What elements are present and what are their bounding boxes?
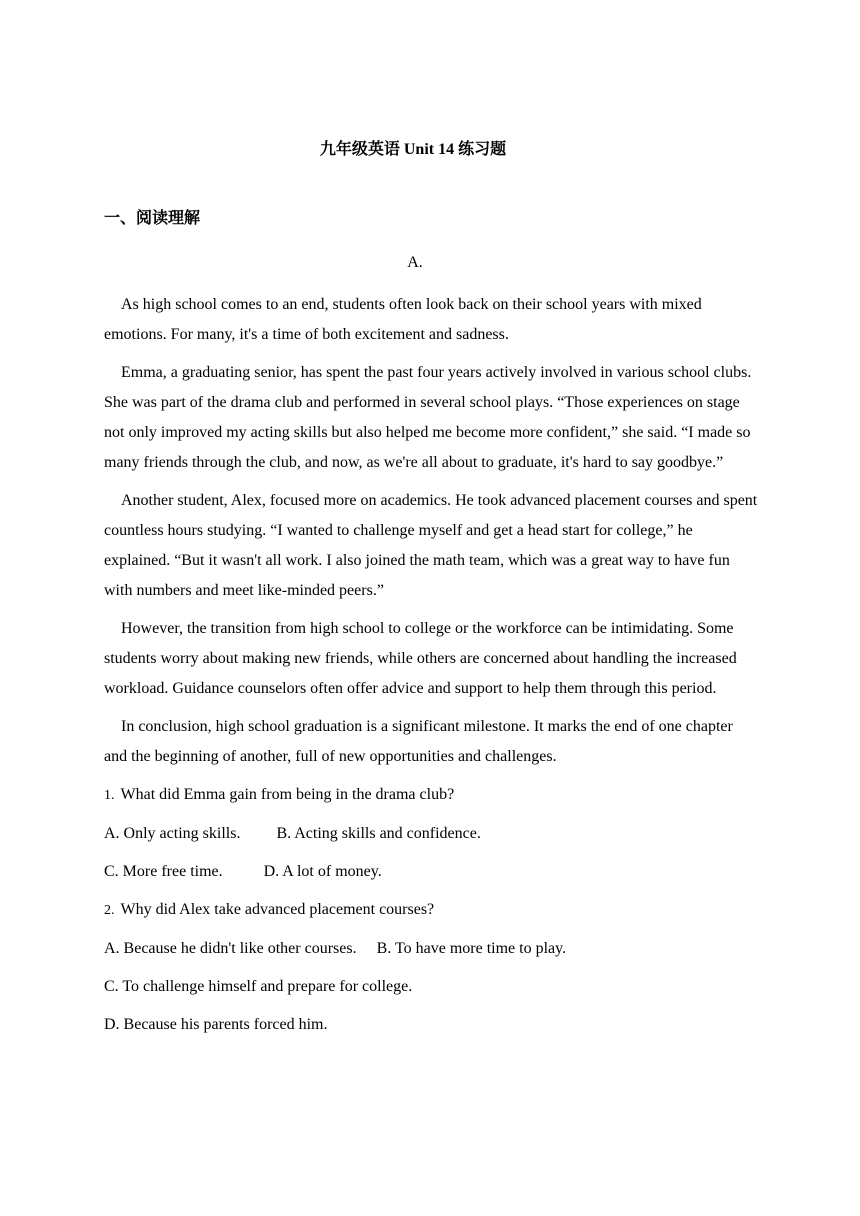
paragraph: In conclusion, high school graduation is a significant milestone. It marks the end of one chapter and the beginning of another, full of new opportunities and challenges. (104, 718, 733, 765)
question-text: Why did Alex take advanced placement courses? (120, 901, 435, 918)
question-text: What did Emma gain from being in the drama club? (120, 786, 455, 803)
option-b: B. Acting skills and confidence. (276, 825, 481, 842)
question-1-options-row-1 (104, 819, 759, 849)
title-part-cn-2: 练习题 (458, 139, 507, 158)
paragraph: Emma, a graduating senior, has spent the past four years actively involved in various school clubs. She was part of the drama club and performed in several school plays. “Those experiences on stage not only improved my acting skills but also helped me become more confident,” she said. “I made so many friends through the club, and now, as we're all about to graduate, it's hard to say goodbye.” (104, 364, 752, 471)
option-d: D. A lot of money. (263, 863, 382, 880)
title-part-unit: Unit 14 (399, 141, 459, 158)
paragraph: As high school comes to an end, students often look back on their school years with mixed emotions. For many, it's a time of both excitement and sadness. (104, 296, 702, 343)
question-1 (104, 780, 759, 811)
question-2-option-c: C. To challenge himself and prepare for college. (104, 978, 413, 995)
question-2-options-row-1 (104, 934, 759, 964)
option-a: A. Only acting skills. (104, 825, 241, 842)
question-number: 1. (104, 788, 115, 803)
question-2 (104, 895, 759, 926)
passage-label: A. (407, 254, 423, 271)
passage-body (104, 290, 759, 1048)
page-title (0, 136, 826, 159)
title-part-cn-1: 九年级英语 (319, 139, 400, 158)
paragraph: Another student, Alex, focused more on academics. He took advanced placement courses and spent countless hours studying. “I wanted to challenge myself and get a head start for college,” he explained. “But it wasn't all work. I also joined the math team, which was a great way to have fun with numbers and meet like-minded peers.” (104, 492, 758, 599)
question-number: 2. (104, 903, 115, 918)
option-b: B. To have more time to play. (376, 940, 567, 957)
question-2-option-d: D. Because his parents forced him. (104, 1016, 328, 1033)
section-heading: 一、阅读理解 (104, 208, 201, 227)
option-c: C. More free time. (104, 863, 223, 880)
question-1-options-row-2 (104, 857, 759, 887)
paragraph: However, the transition from high school to college or the workforce can be intimidating. Some students worry about making new friends, while others are concerned about handling the increased workload. Guidance counselors often offer advice and support to help them through this period. (104, 620, 737, 697)
option-a: A. Because he didn't like other courses. (104, 940, 357, 957)
